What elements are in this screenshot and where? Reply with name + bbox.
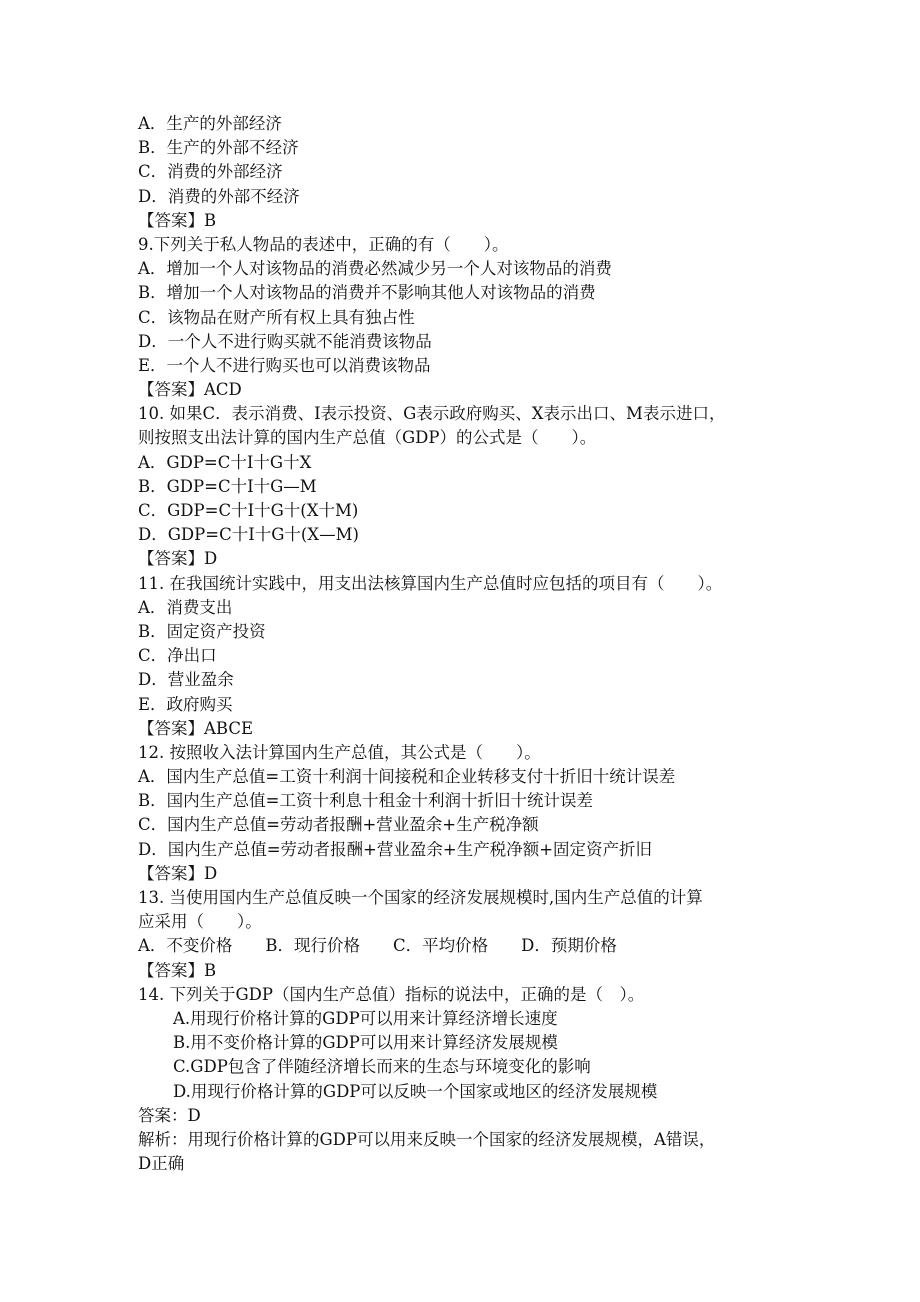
text-line: C．GDP=C十I十G十(X十M) — [138, 501, 359, 520]
text-line: B.用不变价格计算的GDP可以用来计算经济发展规模 — [173, 1033, 558, 1053]
text-line: 9.下列关于私人物品的表述中，正确的有（ ）。 — [138, 234, 509, 254]
text-line: 12. 按照收入法计算国内生产总值，其公式是（ ）。 — [138, 742, 541, 762]
text-line: D．营业盈余 — [138, 670, 234, 690]
text-line: B．国内生产总值=工资十利息十租金十利润十折旧十统计误差 — [138, 791, 593, 811]
text-line: A．生产的外部经济 — [138, 114, 282, 133]
text-line: 11. 在我国统计实践中，用支出法核算国内生产总值时应包括的项目有（ ）。 — [138, 573, 723, 593]
text-line: E．政府购买 — [138, 694, 233, 714]
text-line: B．GDP=C十I十G—M — [138, 476, 317, 496]
text-line: B．增加一个人对该物品的消费并不影响其他人对该物品的消费 — [138, 283, 596, 303]
text-line: D．国内生产总值=劳动者报酬+营业盈余+生产税净额+固定资产折旧 — [138, 839, 653, 859]
text-line: B．生产的外部不经济 — [138, 138, 299, 158]
document-page — [138, 112, 798, 1176]
text-line: A.用现行价格计算的GDP可以用来计算经济增长速度 — [173, 1008, 558, 1028]
text-line: C．国内生产总值=劳动者报酬+营业盈余+生产税净额 — [138, 815, 539, 835]
text-line: 【答案】ACD — [138, 380, 242, 400]
text-line: 应采用（ ）。 — [138, 912, 262, 932]
text-line: E．一个人不进行购买也可以消费该物品 — [138, 355, 431, 375]
text-line: C．该物品在财产所有权上具有独占性 — [138, 307, 415, 327]
text-line: 【答案】ABCE — [138, 718, 254, 738]
text-line: 【答案】D — [138, 863, 218, 883]
text-line: D正确 — [138, 1154, 185, 1174]
text-line: D.用现行价格计算的GDP可以反映一个国家或地区的经济发展规模 — [173, 1081, 658, 1101]
text-line: A．增加一个人对该物品的消费必然减少另一个人对该物品的消费 — [138, 259, 612, 279]
text-line: A．不变价格 B．现行价格 C．平均价格 D．预期价格 — [138, 936, 617, 956]
text-line: 则按照支出法计算的国内生产总值（GDP）的公式是（ ）。 — [138, 428, 597, 448]
text-line: A．国内生产总值=工资十利润十间接税和企业转移支付十折旧十统计误差 — [138, 767, 676, 787]
text-line: D．一个人不进行购买就不能消费该物品 — [138, 331, 432, 351]
text-line: 10. 如果C．表示消费、I表示投资、G表示政府购买、X表示出口、M表示进口， — [138, 404, 726, 424]
text-line: D．GDP=C十I十G十(X—M) — [138, 525, 359, 545]
text-line: 13. 当使用国内生产总值反映一个国家的经济发展规模时,国内生产总值的计算 — [138, 888, 703, 907]
text-line: 14. 下列关于GDP（国内生产总值）指标的说法中，正确的是（ ）。 — [138, 984, 645, 1004]
text-line: A．消费支出 — [138, 597, 233, 617]
text-line: 【答案】B — [138, 210, 217, 230]
text-line: A．GDP=C十I十G十X — [138, 452, 312, 472]
text-line: 【答案】B — [138, 960, 217, 980]
text-line: 答案：D — [138, 1105, 201, 1125]
text-line: 【答案】D — [138, 549, 218, 569]
text-line: C.GDP包含了伴随经济增长而来的生态与环境变化的影响 — [173, 1057, 591, 1077]
text-line: C．消费的外部经济 — [138, 162, 283, 182]
text-line: 解析：用现行价格计算的GDP可以用来反映一个国家的经济发展规模，A错误， — [138, 1129, 716, 1149]
text-line: D．消费的外部不经济 — [138, 186, 300, 206]
text-line: B．固定资产投资 — [138, 621, 266, 641]
text-line: C．净出口 — [138, 646, 217, 666]
